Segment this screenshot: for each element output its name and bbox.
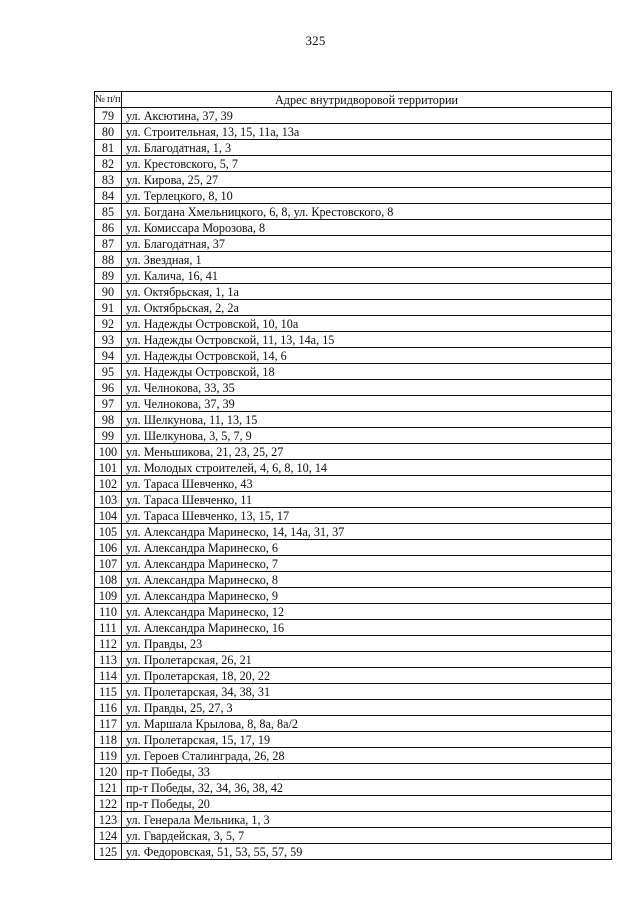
address-cell: ул. Октябрьская, 2, 2а [122,300,612,316]
address-cell: пр-т Победы, 33 [122,764,612,780]
table-row [95,444,612,460]
row-number-cell: 81 [95,140,122,156]
row-number-cell: 107 [95,556,122,572]
row-number-cell: 83 [95,172,122,188]
row-number-cell: 118 [95,732,122,748]
table-row [95,780,612,796]
table-row [95,556,612,572]
table-row [95,460,612,476]
row-number-cell: 99 [95,428,122,444]
table-row [95,188,612,204]
row-number-cell: 115 [95,684,122,700]
table-row [95,476,612,492]
table-row [95,140,612,156]
address-cell: ул. Крестовского, 5, 7 [122,156,612,172]
address-cell: ул. Александра Маринеско, 12 [122,604,612,620]
address-cell: ул. Героев Сталинграда, 26, 28 [122,748,612,764]
table-row [95,652,612,668]
address-cell: ул. Надежды Островской, 10, 10а [122,316,612,332]
address-cell: ул. Строительная, 13, 15, 11а, 13а [122,124,612,140]
row-number-cell: 104 [95,508,122,524]
table-row [95,812,612,828]
row-number-cell: 92 [95,316,122,332]
row-number-cell: 117 [95,716,122,732]
row-number-cell: 101 [95,460,122,476]
row-number-cell: 110 [95,604,122,620]
address-cell: ул. Шелкунова, 11, 13, 15 [122,412,612,428]
address-cell: ул. Меньшикова, 21, 23, 25, 27 [122,444,612,460]
address-cell: ул. Звездная, 1 [122,252,612,268]
table-row [95,332,612,348]
address-cell: ул. Пролетарская, 34, 38, 31 [122,684,612,700]
row-number-cell: 120 [95,764,122,780]
row-number-cell: 113 [95,652,122,668]
address-cell: ул. Челнокова, 33, 35 [122,380,612,396]
row-number-cell: 95 [95,364,122,380]
table-row [95,796,612,812]
table-row [95,524,612,540]
row-number-cell: 114 [95,668,122,684]
row-number-cell: 82 [95,156,122,172]
row-number-cell: 84 [95,188,122,204]
table-row [95,348,612,364]
row-number-cell: 122 [95,796,122,812]
row-number-cell: 124 [95,828,122,844]
address-cell: ул. Александра Маринеско, 7 [122,556,612,572]
table-row [95,284,612,300]
address-cell: ул. Пролетарская, 15, 17, 19 [122,732,612,748]
address-cell: пр-т Победы, 20 [122,796,612,812]
row-number-cell: 97 [95,396,122,412]
row-number-cell: 91 [95,300,122,316]
row-number-cell: 103 [95,492,122,508]
table-row [95,428,612,444]
address-cell: пр-т Победы, 32, 34, 36, 38, 42 [122,780,612,796]
address-cell: ул. Маршала Крылова, 8, 8а, 8а/2 [122,716,612,732]
address-cell: ул. Тараса Шевченко, 43 [122,476,612,492]
address-cell: ул. Богдана Хмельницкого, 6, 8, ул. Крестовского, 8 [122,204,612,220]
address-cell: ул. Челнокова, 37, 39 [122,396,612,412]
row-number-cell: 105 [95,524,122,540]
row-number-cell: 100 [95,444,122,460]
table-row [95,684,612,700]
address-cell: ул. Тараса Шевченко, 13, 15, 17 [122,508,612,524]
address-cell: ул. Кирова, 25, 27 [122,172,612,188]
row-number-cell: 79 [95,108,122,124]
row-number-cell: 123 [95,812,122,828]
row-number-cell: 116 [95,700,122,716]
table-row [95,124,612,140]
table-row [95,764,612,780]
row-number-cell: 125 [95,844,122,860]
address-cell: ул. Надежды Островской, 14, 6 [122,348,612,364]
row-number-cell: 98 [95,412,122,428]
address-cell: ул. Аксютина, 37, 39 [122,108,612,124]
table-body [95,108,612,860]
address-cell: ул. Правды, 23 [122,636,612,652]
address-cell: ул. Молодых строителей, 4, 6, 8, 10, 14 [122,460,612,476]
table-row [95,300,612,316]
address-cell: ул. Гвардейская, 3, 5, 7 [122,828,612,844]
table-row [95,220,612,236]
table-row [95,236,612,252]
table-row [95,572,612,588]
address-cell: ул. Александра Маринеско, 6 [122,540,612,556]
row-number-cell: 85 [95,204,122,220]
address-cell: ул. Надежды Островской, 18 [122,364,612,380]
row-number-cell: 121 [95,780,122,796]
table-row [95,396,612,412]
address-cell: ул. Благодатная, 1, 3 [122,140,612,156]
table-row [95,620,612,636]
address-cell: ул. Правды, 25, 27, 3 [122,700,612,716]
row-number-cell: 86 [95,220,122,236]
table-row [95,700,612,716]
table-row [95,748,612,764]
row-number-cell: 108 [95,572,122,588]
row-number-cell: 102 [95,476,122,492]
table-row [95,636,612,652]
table-row [95,268,612,284]
address-cell: ул. Надежды Островской, 11, 13, 14а, 15 [122,332,612,348]
table-row [95,828,612,844]
page-number: 325 [305,33,326,48]
row-number-cell: 96 [95,380,122,396]
row-number-cell: 94 [95,348,122,364]
row-number-cell: 111 [95,620,122,636]
address-cell: ул. Александра Маринеско, 8 [122,572,612,588]
address-cell: ул. Александра Маринеско, 9 [122,588,612,604]
row-number-cell: 87 [95,236,122,252]
address-cell: ул. Федоровская, 51, 53, 55, 57, 59 [122,844,612,860]
address-cell: ул. Тараса Шевченко, 11 [122,492,612,508]
address-cell: ул. Шелкунова, 3, 5, 7, 9 [122,428,612,444]
table-row [95,716,612,732]
address-cell: ул. Генерала Мельника, 1, 3 [122,812,612,828]
row-number-cell: 88 [95,252,122,268]
address-cell: ул. Благодатная, 37 [122,236,612,252]
address-cell: ул. Терлецкого, 8, 10 [122,188,612,204]
table-row [95,204,612,220]
table-row [95,668,612,684]
address-cell: ул. Пролетарская, 26, 21 [122,652,612,668]
column-header-address: Адрес внутридворовой территории [122,92,612,108]
table-row [95,380,612,396]
row-number-cell: 109 [95,588,122,604]
table-row [95,604,612,620]
row-number-cell: 90 [95,284,122,300]
table-header-row [95,92,612,108]
table-row [95,172,612,188]
table-row [95,316,612,332]
address-cell: ул. Комиссара Морозова, 8 [122,220,612,236]
table-row [95,364,612,380]
table-row [95,540,612,556]
table-row [95,508,612,524]
table-row [95,156,612,172]
table-row [95,588,612,604]
table-row [95,412,612,428]
row-number-cell: 80 [95,124,122,140]
row-number-cell: 112 [95,636,122,652]
address-cell: ул. Александра Маринеско, 14, 14а, 31, 37 [122,524,612,540]
address-cell: ул. Пролетарская, 18, 20, 22 [122,668,612,684]
address-cell: ул. Александра Маринеско, 16 [122,620,612,636]
row-number-cell: 119 [95,748,122,764]
column-header-number: № п/п [95,92,122,108]
address-cell: ул. Калича, 16, 41 [122,268,612,284]
table-row [95,732,612,748]
address-cell: ул. Октябрьская, 1, 1а [122,284,612,300]
row-number-cell: 106 [95,540,122,556]
table-row [95,252,612,268]
address-table [94,91,612,860]
table-row [95,108,612,124]
row-number-cell: 89 [95,268,122,284]
row-number-cell: 93 [95,332,122,348]
table-row [95,492,612,508]
table-row [95,844,612,860]
